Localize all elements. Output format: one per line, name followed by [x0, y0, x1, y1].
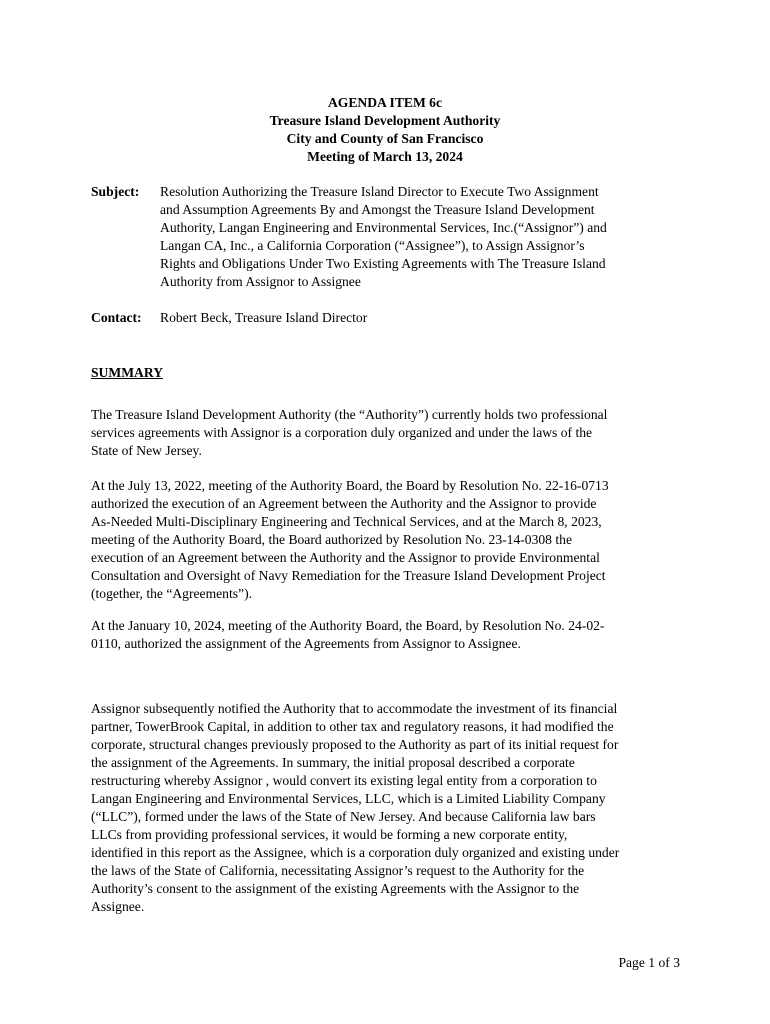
page-number: Page 1 of 3	[618, 955, 680, 970]
summary-heading: SUMMARY	[91, 365, 164, 380]
paragraph-line: LLCs from providing professional services, it would be forming a new corporate entity,	[91, 827, 568, 842]
paragraph-3	[91, 617, 691, 653]
subject-text	[160, 183, 680, 291]
paragraph-4	[91, 700, 691, 916]
jurisdiction-name: City and County of San Francisco	[286, 131, 484, 146]
organization-name: Treasure Island Development Authority	[269, 113, 501, 128]
paragraph-line: At the January 10, 2024, meeting of the Authority Board, the Board, by Resolution No. 24-02-	[91, 618, 605, 633]
paragraph-line: As-Needed Multi-Disciplinary Engineering and Technical Services, and at the March 8, 2023,	[91, 514, 602, 529]
paragraph-line: the assignment of the Agreements. In summary, the initial proposal described a corporate	[91, 755, 575, 770]
paragraph-line: the laws of the State of California, necessitating Assignor’s request to the Authority for the	[91, 863, 585, 878]
paragraph-line: The Treasure Island Development Authority (the “Authority”) currently holds two professional	[91, 407, 608, 422]
paragraph-2	[91, 477, 691, 603]
paragraph-1	[91, 406, 691, 460]
paragraph-line: meeting of the Authority Board, the Board authorized by Resolution No. 23-14-0308 the	[91, 532, 572, 547]
paragraph-line: At the July 13, 2022, meeting of the Authority Board, the Board by Resolution No. 22-16-0713	[91, 478, 609, 493]
paragraph-line: services agreements with Assignor is a corporation duly organized and under the laws of the	[91, 425, 593, 440]
agenda-header	[0, 94, 770, 166]
subject-line: Rights and Obligations Under Two Existing Agreements with The Treasure Island	[160, 256, 606, 271]
paragraph-line: authorized the execution of an Agreement between the Authority and the Assignor to provide	[91, 496, 597, 511]
paragraph-line: Consultation and Oversight of Navy Remediation for the Treasure Island Development Project	[91, 568, 606, 583]
subject-line: Authority, Langan Engineering and Environmental Services, Inc.(“Assignor”) and	[160, 220, 607, 235]
paragraph-line: Assignee.	[91, 899, 145, 914]
paragraph-line: 0110, authorized the assignment of the Agreements from Assignor to Assignee.	[91, 636, 521, 651]
paragraph-line: (together, the “Agreements”).	[91, 586, 252, 601]
contact-value: Robert Beck, Treasure Island Director	[160, 310, 368, 325]
meeting-date: Meeting of March 13, 2024	[307, 149, 463, 164]
paragraph-line: corporate, structural changes previously proposed to the Authority as part of its initial request for	[91, 737, 619, 752]
paragraph-line: Authority’s consent to the assignment of the existing Agreements with the Assignor to the	[91, 881, 580, 896]
paragraph-line: Assignor subsequently notified the Authority that to accommodate the investment of its financial	[91, 701, 618, 716]
paragraph-line: identified in this report as the Assignee, which is a corporation duly organized and existing under	[91, 845, 620, 860]
paragraph-line: restructuring whereby Assignor , would convert its existing legal entity from a corporation to	[91, 773, 597, 788]
paragraph-line: State of New Jersey.	[91, 443, 202, 458]
subject-label: Subject:	[91, 184, 140, 199]
paragraph-line: partner, TowerBrook Capital, in addition to other tax and regulatory reasons, it had modified the	[91, 719, 614, 734]
contact-label: Contact:	[91, 310, 142, 325]
agenda-item-title: AGENDA ITEM 6c	[327, 95, 443, 110]
paragraph-line: (“LLC”), formed under the laws of the State of New Jersey. And because California law bars	[91, 809, 596, 824]
subject-line: Resolution Authorizing the Treasure Island Director to Execute Two Assignment	[160, 184, 599, 199]
subject-line: Langan CA, Inc., a California Corporation (“Assignee”), to Assign Assignor’s	[160, 238, 585, 253]
paragraph-line: Langan Engineering and Environmental Services, LLC, which is a Limited Liability Company	[91, 791, 606, 806]
contact-text	[160, 309, 680, 327]
paragraph-line: execution of an Agreement between the Authority and the Assignor to provide Environmental	[91, 550, 600, 565]
subject-line: Authority from Assignor to Assignee	[160, 274, 361, 289]
subject-line: and Assumption Agreements By and Amongst the Treasure Island Development	[160, 202, 595, 217]
